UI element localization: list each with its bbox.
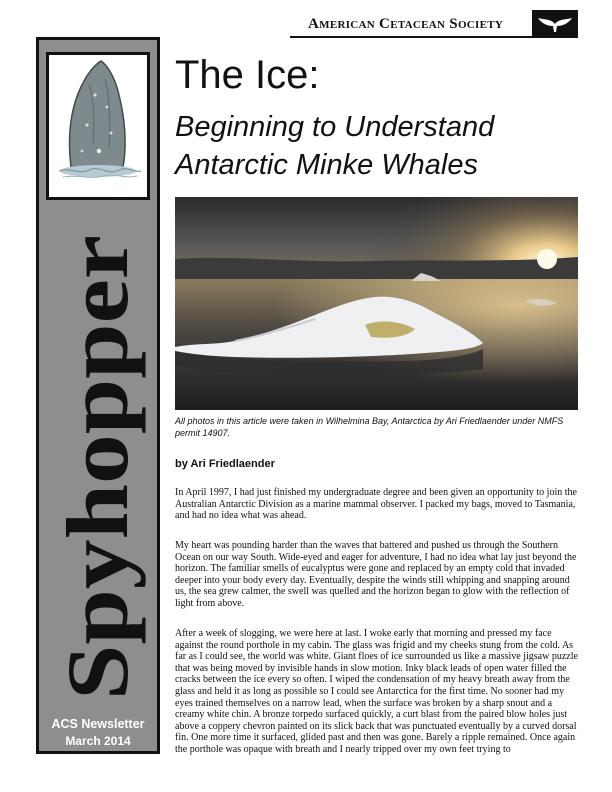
- whale-tail-icon: [532, 10, 578, 36]
- issue-date: March 2014: [65, 734, 131, 748]
- article-paragraph: My heart was pounding harder than the waves that battered and pushed us through the Southern Ocean on our way South. Wide-eyed and eager for adventure, I had no idea what lay just beyond the horizon. The familiar smells of eucalyptus were gone and replaced by an empty cold that invaded deeper into your body every day. Eventually, despite the winds still whipping and snapping around us, the sea grew calmer, the swell was quelled and the horizon began to glow with the reflection of light from above.: [175, 540, 577, 609]
- newsletter-label: ACS Newsletter: [51, 717, 145, 731]
- byline: by Ari Friedlaender: [175, 458, 275, 470]
- article-subtitle-line1: Beginning to Understand: [175, 111, 495, 143]
- article-paragraph: In April 1997, I had just finished my undergraduate degree and been given an opportunity to join the Australian Antarctic Division as a marine mammal observer. I packed my bags, moved to Tasmania, and had no idea what was ahead.: [175, 487, 577, 522]
- iceberg-sunset-photo: [175, 197, 578, 410]
- photo-caption: All photos in this article were taken in Wilhelmina Bay, Antarctica by Ari Friedlaender under NMFS permit 14907.: [175, 416, 564, 438]
- masthead-title: [39, 200, 157, 715]
- sidebar-masthead: [36, 37, 160, 754]
- spyhopping-whale-icon: [46, 52, 150, 200]
- masthead-text: Spyhopper: [50, 289, 147, 700]
- header-bar: [290, 6, 578, 38]
- article-title: The Ice:: [175, 53, 320, 97]
- organization-name: American Cetacean Society: [308, 16, 504, 32]
- article-subtitle-line2: Antarctic Minke Whales: [175, 149, 478, 181]
- article-paragraph: After a week of slogging, we were here at last. I woke early that morning and pressed my face against the round porthole in my cabin. The glass was frigid and my cheeks stung from the cold. As far as I could see, the world was white. Giant floes of ice surrounded us like a massive jigsaw puzzle that was being moved by invisible hands in slow motion. Inky black leads of open water filled the cracks between the ice every so often. I wiped the condensation of my heavy breath away from the glass and held it as long as possible so I could see Antarctica for the first time. No sooner had my eyes trained themselves on a narrow lead, when the surface was broken by a sharp snout and a creamy white chin. A bronze torpedo surfaced quickly, a curt blast from the paired blow holes just above a coppery chevron painted on its slick back that was punctuated eventually by a curved dorsal fin. One more time it surfaced, glided past and then was gone. Barely a ripple remained. Once again the porthole was opaque with breath and I nearly tripped over my own feet trying to: [175, 628, 578, 755]
